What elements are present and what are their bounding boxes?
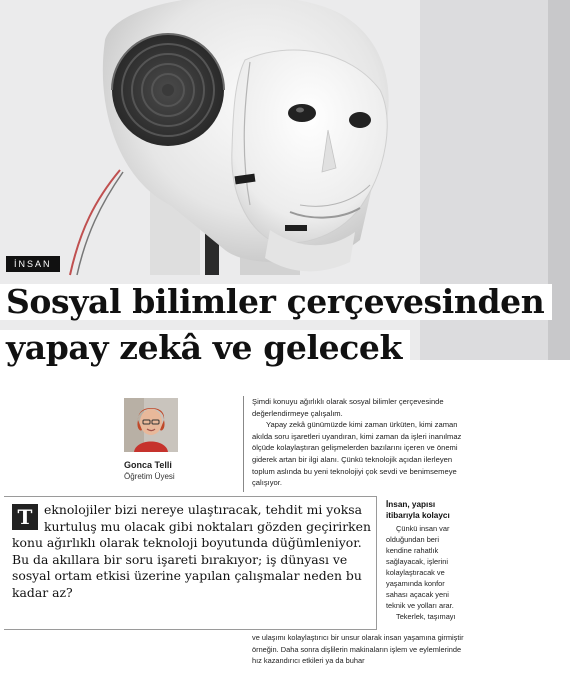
- intro-paragraph-2: Yapay zekâ günümüzde kimi zaman ürküten, kimi zaman akılda soru işaretleri uyandıran, kimi zaman da işleri inanılmaz ölçüde kolaylaştıran gelişmelerden bazılarını içeren ve önemi giderek artan bir ilgi alanı. Çünkü teknolojik açıdan ilerleyen toplum aslında bu yeni teknolojiyi çok sevdi ve benimsemeye çalışıyor.: [252, 420, 462, 488]
- section-tag: İNSAN: [6, 256, 60, 272]
- author-photo: [124, 398, 178, 452]
- author-name: Gonca Telli: [124, 460, 172, 470]
- intro-column: [252, 396, 474, 489]
- pull-quote: [12, 502, 382, 601]
- intro-paragraph-1: Şimdi konuyu ağırlıklı olarak sosyal bilimler çerçevesinde değerlendirmeye çalışalım.: [252, 397, 444, 418]
- side-paragraph-1: Çünkü insan var olduğundan beri kendine rahatlık sağlayacak, işlerini kolaylaştıracak ve yaşamında konfor sahası açacak yeni teknik ve yolları arar.: [386, 524, 454, 610]
- article-title-line-2: [0, 330, 410, 366]
- side-paragraph-2: Tekerlek, taşımayı: [396, 612, 456, 621]
- column-divider: [243, 396, 244, 492]
- subheading: İnsan, yapısı itibarıyla kolaycı: [386, 500, 450, 520]
- pull-quote-text: eknolojiler bizi nereye ulaştıracak, tehdit mi yoksa kurtuluş mu olacak gibi noktaları gözden geçirirken konu ağırlıklı olarak teknoloji boyutunda düğümleniyor. Bu da akıllara bir soru işareti bırakıyor; iş dünyası ve sosyal ortam etkisi üzerine yapılan çalışmalar neden bu kadar az?: [12, 502, 371, 600]
- article-title-line-1: [0, 284, 552, 320]
- title-text-1: Sosyal bilimler çerçevesinden: [6, 282, 545, 321]
- bottom-paragraph: ve ulaşımı kolaylaştırıcı bir unsur olarak insan yaşamına girmiştir örneğin. Daha sonra dişlilerin makinaların işlem ve eylemlerinde hız kazandırıcı etkileri ya da buhar: [252, 633, 464, 666]
- side-column: [386, 523, 464, 622]
- bottom-column: [252, 632, 472, 667]
- title-text-2: yapay zekâ ve gelecek: [6, 328, 402, 367]
- author-title: Öğretim Üyesi: [124, 472, 175, 481]
- drop-cap: T: [12, 504, 38, 530]
